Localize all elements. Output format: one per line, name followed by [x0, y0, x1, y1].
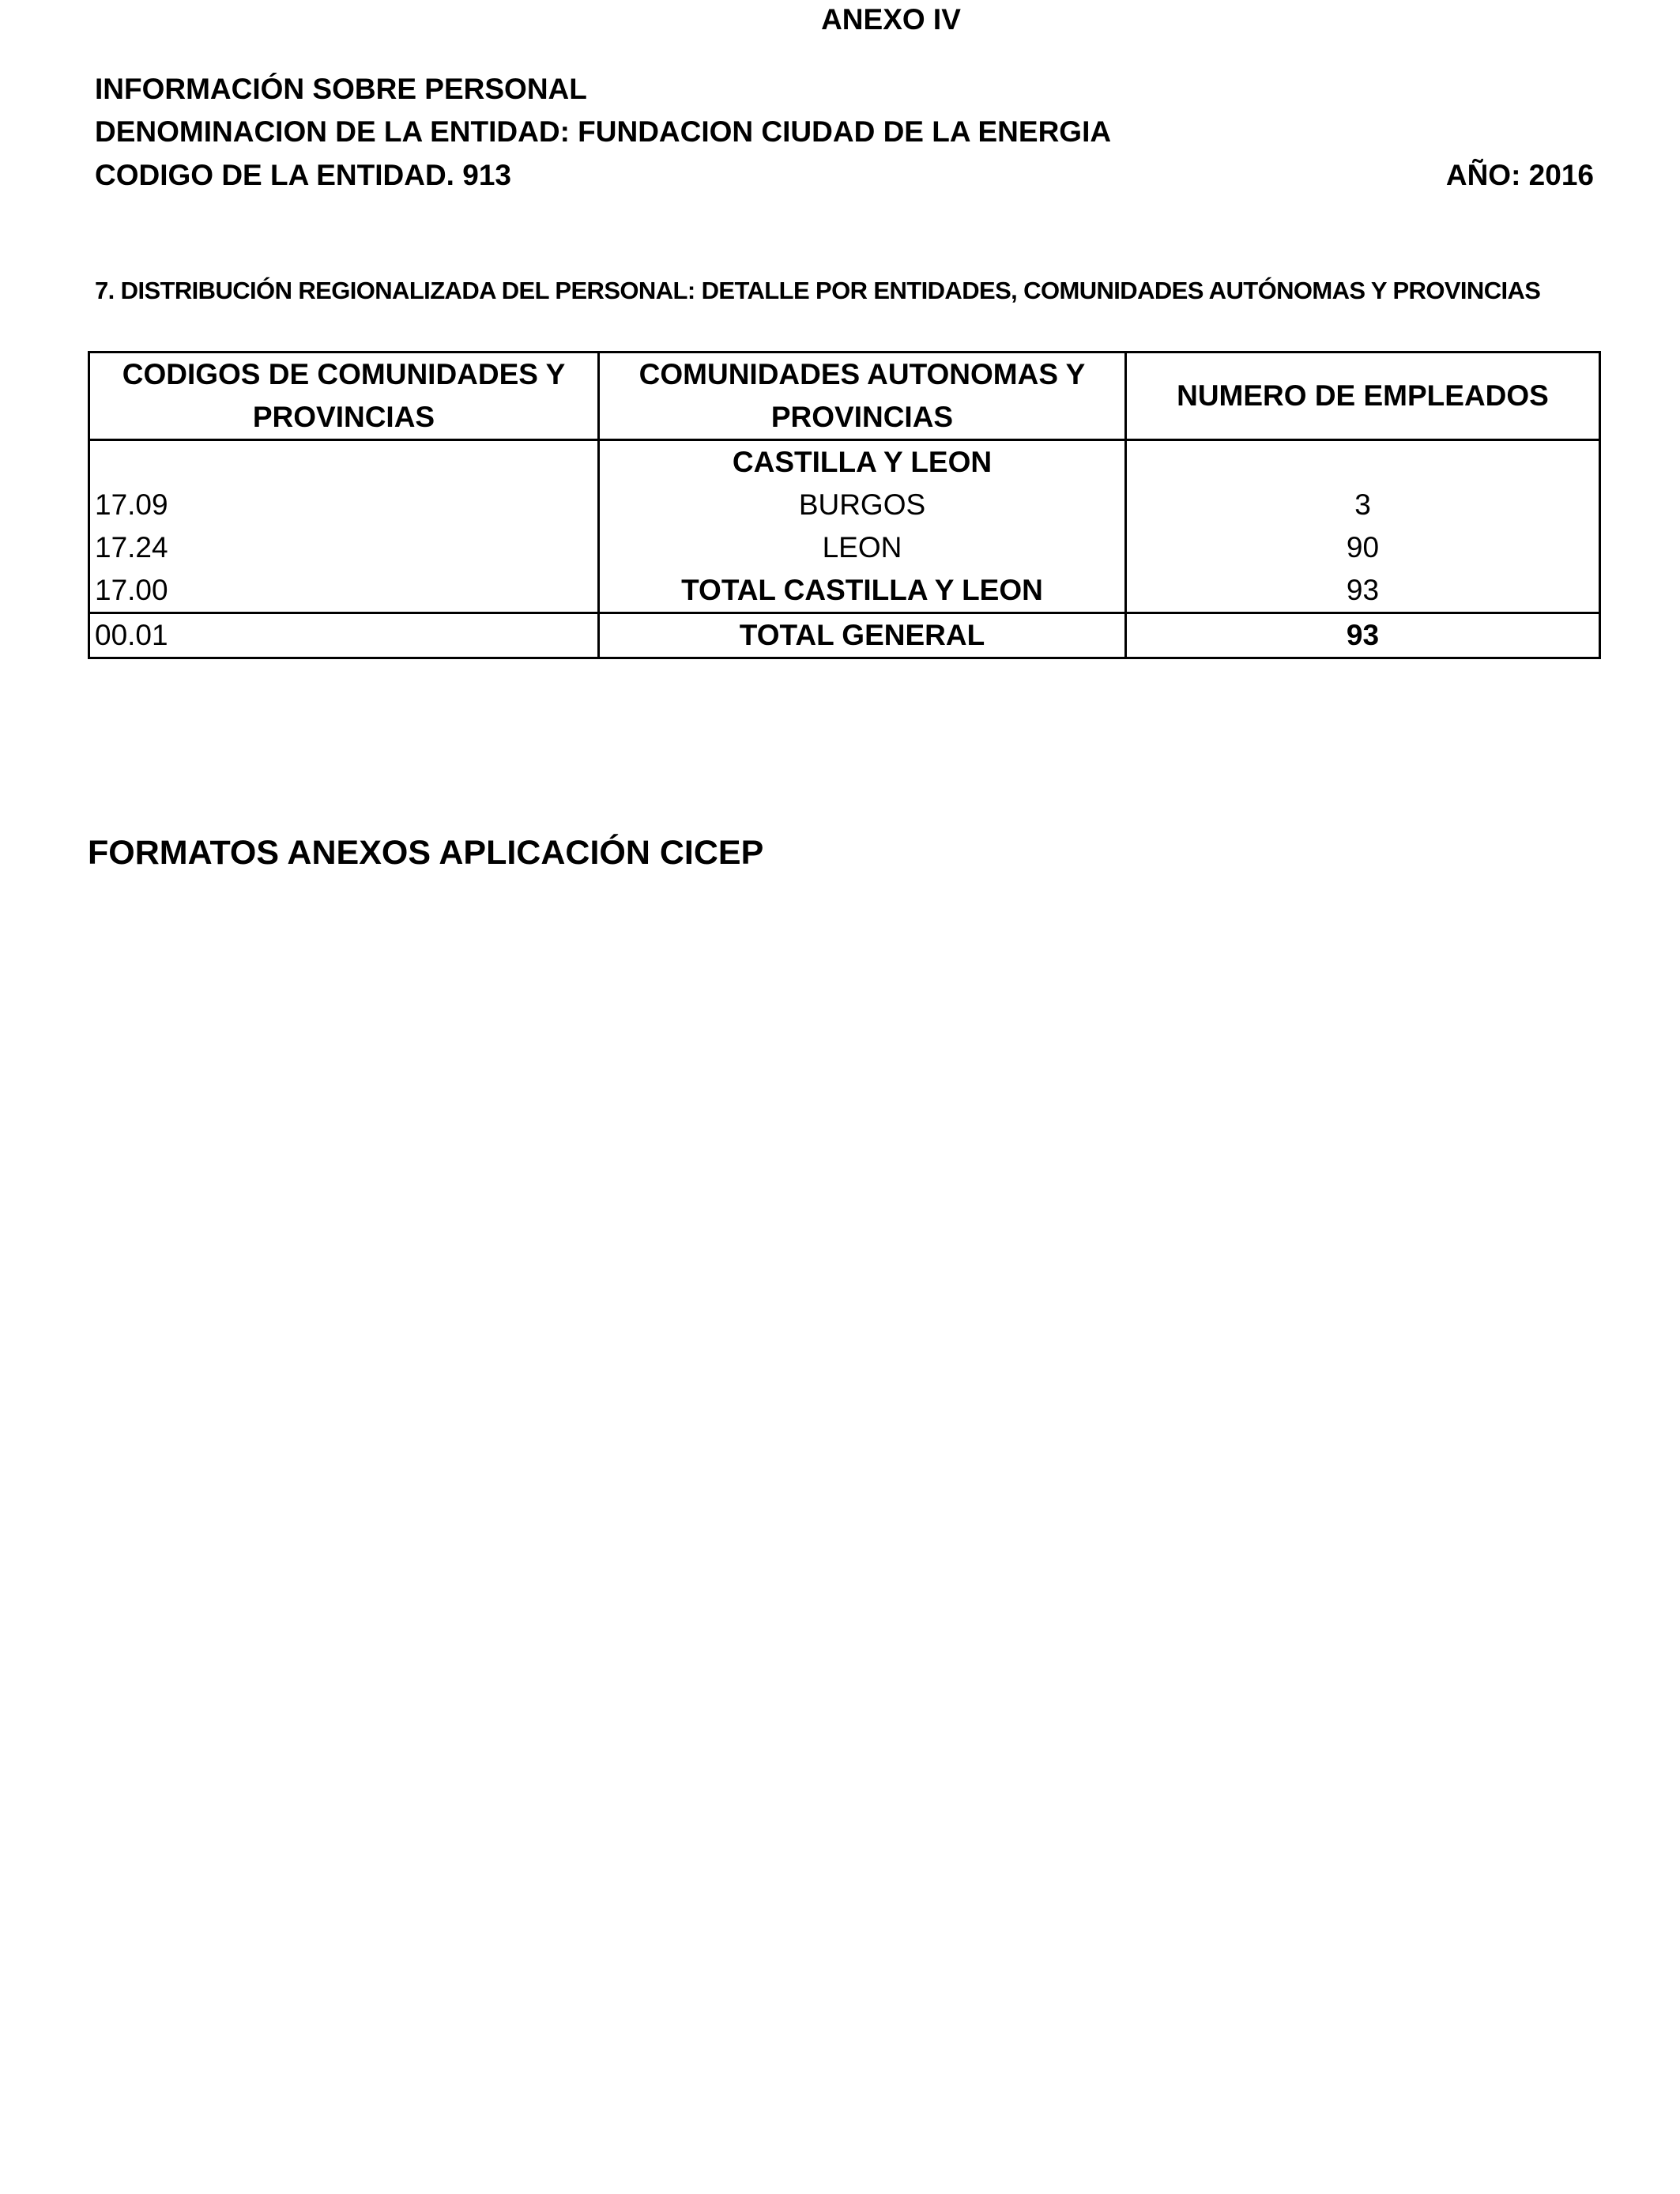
- row-code: 17.24: [89, 526, 599, 569]
- info-heading: INFORMACIÓN SOBRE PERSONAL: [95, 73, 587, 105]
- row-count: 93: [1126, 613, 1600, 658]
- row-community: TOTAL GENERAL: [599, 613, 1126, 658]
- annex-title: ANEXO IV: [821, 3, 961, 36]
- entity-name: DENOMINACION DE LA ENTIDAD: FUNDACION CIUDAD DE LA ENERGIA: [95, 115, 1112, 148]
- row-count: 3: [1126, 484, 1600, 526]
- table-row: [89, 526, 1600, 569]
- row-code: [89, 440, 599, 484]
- row-community: TOTAL CASTILLA Y LEON: [599, 569, 1126, 613]
- header-codes-line1: CODIGOS DE COMUNIDADES Y: [122, 358, 566, 390]
- row-count: 93: [1126, 569, 1600, 613]
- row-community: BURGOS: [599, 484, 1126, 526]
- row-count: [1126, 440, 1600, 484]
- row-code: 17.00: [89, 569, 599, 613]
- table-row: [89, 440, 1600, 484]
- section-title: 7. DISTRIBUCIÓN REGIONALIZADA DEL PERSONAL: DETALLE POR ENTIDADES, COMUNIDADES AUTÓNOMAS Y PROVINCIAS: [95, 277, 1541, 304]
- entity-code: CODIGO DE LA ENTIDAD. 913: [95, 159, 511, 191]
- header-employees: NUMERO DE EMPLEADOS: [1126, 352, 1600, 440]
- header-communities-line1: COMUNIDADES AUTONOMAS Y: [638, 358, 1086, 390]
- row-community: LEON: [599, 526, 1126, 569]
- row-count: 90: [1126, 526, 1600, 569]
- table-header-row: [89, 352, 1600, 440]
- row-community: CASTILLA Y LEON: [599, 440, 1126, 484]
- row-code: 17.09: [89, 484, 599, 526]
- table-row: [89, 484, 1600, 526]
- header-communities: [599, 352, 1126, 440]
- header-communities-line2: PROVINCIAS: [770, 401, 954, 433]
- personnel-distribution-table: [88, 351, 1601, 659]
- year-label: AÑO: 2016: [1445, 159, 1594, 191]
- header-codes-line2: PROVINCIAS: [252, 401, 435, 433]
- footer-title: FORMATOS ANEXOS APLICACIÓN CICEP: [88, 834, 764, 872]
- table-row: [89, 569, 1600, 613]
- header-codes: [89, 352, 599, 440]
- table-row-total: [89, 613, 1600, 658]
- row-code: 00.01: [89, 613, 599, 658]
